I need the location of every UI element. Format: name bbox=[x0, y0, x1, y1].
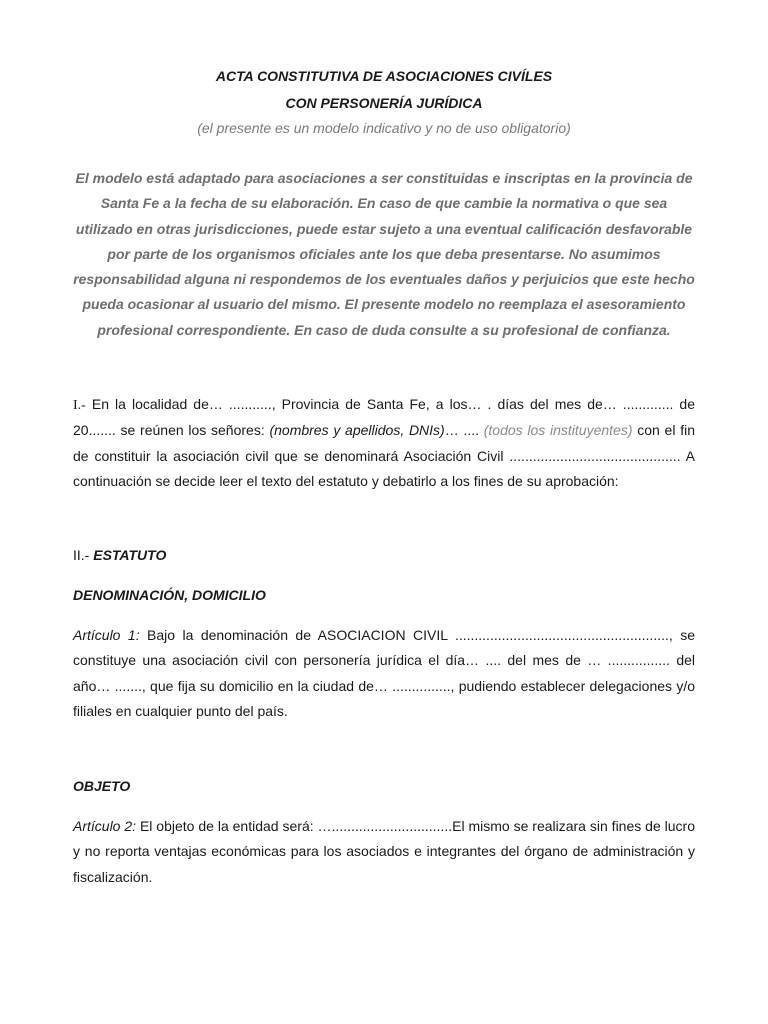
section-1-text-a: En la localidad de… ..........., Provincia de Santa Fe, a los… . días del mes de… ............. de 20....... se reúnen los señores: bbox=[73, 396, 695, 439]
section-1-paragraph bbox=[73, 392, 695, 494]
section-1-names: (nombres y apellidos, DNIs) bbox=[269, 422, 445, 439]
article-1-paragraph bbox=[73, 623, 695, 724]
section-1-all: (todos los instituyentes) bbox=[483, 422, 633, 439]
article-1-text: Bajo la denominación de ASOCIACION CIVIL ......................................................., se constituye una asociación civil con personería jurídica el día… .... del mes de … ................ del año… ......., que fija su domicilio en la ciudad de… ..............., pudiendo establecer delegaciones y/o filiales en cualquier punto del país. bbox=[73, 627, 695, 719]
denominacion-heading: DENOMINACIÓN, DOMICILIO bbox=[73, 587, 266, 603]
section-2-heading bbox=[73, 546, 166, 564]
article-2-paragraph bbox=[73, 814, 695, 890]
document-title-line1: ACTA CONSTITUTIVA DE ASOCIACIONES CIVÍLES bbox=[215, 68, 553, 84]
document-title-line2: CON PERSONERÍA JURÍDICA bbox=[285, 95, 483, 111]
section-1-number: I.- bbox=[73, 398, 86, 413]
disclaimer-paragraph: El modelo está adaptado para asociaciones a ser constituidas e inscriptas en la provincia de Santa Fe a la fecha de su elaboración. En caso de que cambie la normativa o que sea utilizado en otras jurisdicciones, puede estar sujeto a una eventual calificación desfavorable por parte de los organismos oficiales ante los que deba presentarse. No asumimos responsabilidad alguna ni respondemos de los eventuales daños y perjuicios que este hecho pueda ocasionar al usuario del mismo. El presente modelo no reemplaza el asesoramiento profesional correspondiente. En caso de duda consulte a su profesional de confianza. bbox=[73, 170, 695, 338]
section-2-number: II.- bbox=[73, 547, 90, 563]
objeto-heading: OBJETO bbox=[73, 778, 131, 794]
section-2-title: ESTATUTO bbox=[93, 547, 167, 563]
section-1-text-c: con el fin de constituir la asociación civil que se denominará Asociación Civil ............................................ A continuación se decide leer el texto del estatuto y debatirlo a los fines de su aprobación: bbox=[73, 422, 695, 489]
article-2-label: Artículo 2: bbox=[73, 818, 137, 834]
document-subtitle: (el presente es un modelo indicativo y no de uso obligatorio) bbox=[197, 120, 571, 136]
article-2-text: El objeto de la entidad será: …...............................El mismo se realizara sin fines de lucro y no reporta ventajas económicas para los asociados e integrantes del órgano de administración y fiscalización. bbox=[73, 818, 695, 885]
article-1-label: Artículo 1: bbox=[73, 627, 140, 643]
section-1-text-b: … .... bbox=[444, 422, 484, 439]
